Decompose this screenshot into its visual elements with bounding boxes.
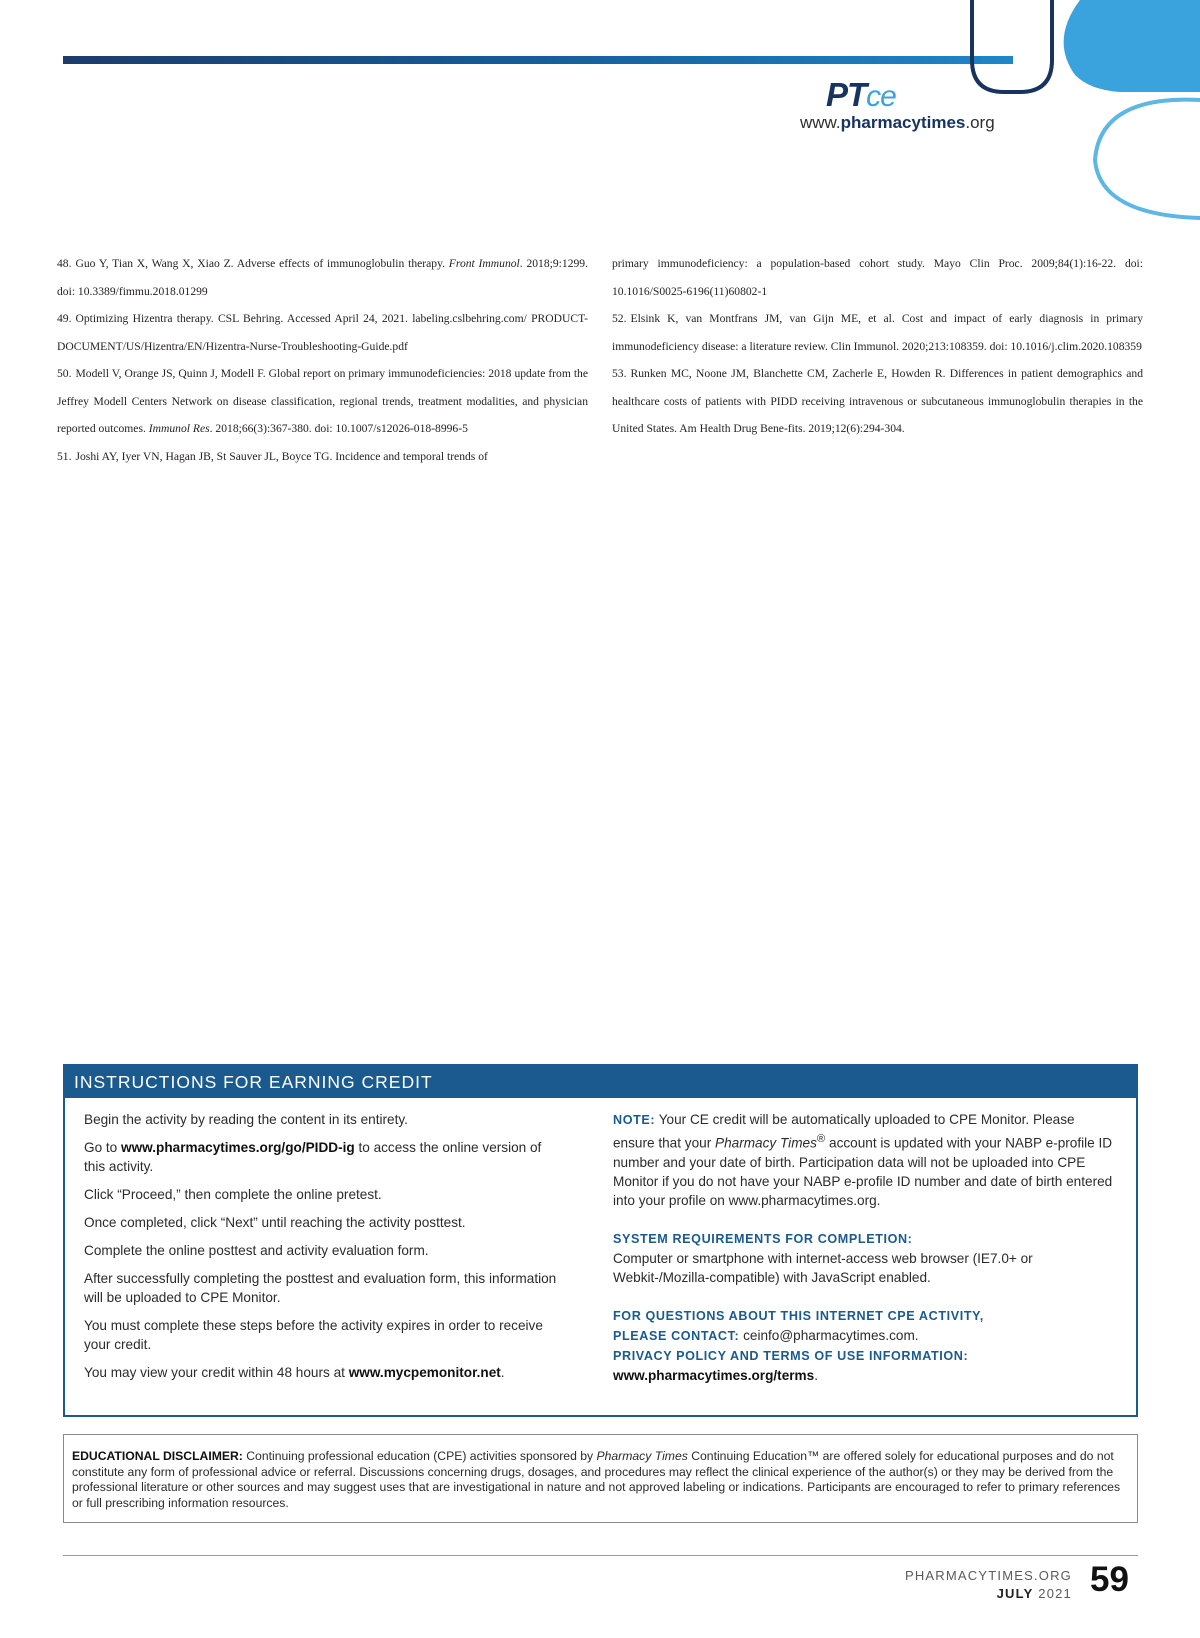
instructions-title: INSTRUCTIONS FOR EARNING CREDIT [65,1066,1136,1098]
references-right-column [612,250,1143,443]
reference-49: 49. Optimizing Hizentra therapy. CSL Behring. Accessed April 24, 2021. labeling.cslbehring.com/ PRODUCT-DOCUMENT/US/Hizentra/EN/Hizentra-Nurse-Troubleshooting-Guide.pdf [57,312,588,353]
step-view-credit: You may view your credit within 48 hours at www.mycpemonitor.net. [84,1365,505,1380]
page-number: 59 [1090,1560,1129,1599]
activity-link[interactable]: www.pharmacytimes.org/go/PIDD-ig [121,1140,355,1155]
contact-email[interactable]: ceinfo@pharmacytimes.com. [739,1327,919,1343]
step-next: Once completed, click “Next” until reaching the activity posttest. [84,1215,466,1230]
footer-site: PHARMACYTIMES.ORG [904,1568,1072,1583]
step-go-to: Go to www.pharmacytimes.org/go/PIDD-ig to access the online version of this activity. [84,1140,542,1174]
references-left-column [57,250,588,470]
logo-url: www.pharmacytimes.org [800,113,995,132]
reference-51-continued: primary immunodeficiency: a population-based cohort study. Mayo Clin Proc. 2009;84(1):16-22. doi: 10.1016/S0025-6196(11)60802-1 [612,257,1143,298]
ptce-logo-mark: PTce [826,76,896,113]
instructions-info [613,1110,1113,1385]
instructions-box [63,1064,1138,1417]
educational-disclaimer: EDUCATIONAL DISCLAIMER: Continuing professional education (CPE) activities sponsored by Pharmacy Times Continuing Education™ are offered solely for educational purposes and do not constitute any form of professional advice or referral. Discussions concerning drugs, dosages, and procedures may reflect the clinical experience of the author(s) or they may be derived from the professional literature or other sources and may suggest uses that are investigational in nature and not approved labeling or indications. Participants are encouraged to refer to primary references or full prescribing information resources. [63,1434,1138,1523]
step-proceed: Click “Proceed,” then complete the online pretest. [84,1187,382,1202]
header-rule [63,56,1013,64]
step-expiry: You must complete these steps before the activity expires in order to receive your credit. [84,1318,543,1352]
step-upload: After successfully completing the posttest and evaluation form, this information will be uploaded to CPE Monitor. [84,1271,557,1305]
instructions-steps [84,1110,564,1391]
reference-53: 53. Runken MC, Noone JM, Blanchette CM, Zacherle E, Howden R. Differences in patient demographics and healthcare costs of patients with PIDD receiving intravenous or subcutaneous immunoglobulin therapies in the United States. Am Health Drug Bene-fits. 2019;12(6):294-304. [612,367,1143,435]
contact-info: FOR QUESTIONS ABOUT THIS INTERNET CPE ACTIVITY, PLEASE CONTACT: ceinfo@pharmacytimes.com. PRIVACY POLICY AND TERMS OF USE INFORMATION: www.pharmacytimes.org/terms. [613,1308,984,1383]
system-requirements: SYSTEM REQUIREMENTS FOR COMPLETION: Computer or smartphone with internet-access web browser (IE7.0+ or Webkit-/Mozilla-compatible) with JavaScript enabled. [613,1231,1033,1285]
reference-48: 48. Guo Y, Tian X, Wang X, Xiao Z. Adverse effects of immunoglobulin therapy. Front Immunol. 2018;9:1299. doi: 10.3389/fimmu.2018.01299 [57,257,588,298]
cpe-monitor-link[interactable]: www.mycpemonitor.net [348,1365,501,1380]
step-posttest: Complete the online posttest and activity evaluation form. [84,1243,429,1258]
light-outline-shape [1095,100,1200,218]
note-paragraph: NOTE: Your CE credit will be automatically uploaded to CPE Monitor. Please ensure that your Pharmacy Times® account is updated with your NABP e-profile ID number and your date of birth. Participation data will not be uploaded into CPE Monitor if you do not have your NABP e-profile ID number and date of birth entered into your profile on www.pharmacytimes.org. [613,1112,1113,1208]
footer-date: JULY 2021 [996,1586,1072,1601]
reference-51: 51. Joshi AY, Iyer VN, Hagan JB, St Sauver JL, Boyce TG. Incidence and temporal trends of [57,449,488,463]
step-begin: Begin the activity by reading the content in its entirety. [84,1112,408,1127]
ptce-logo [800,76,1040,136]
footer-rule [63,1555,1138,1556]
reference-52: 52. Elsink K, van Montfrans JM, van Gijn ME, et al. Cost and impact of early diagnosis in primary immunodeficiency disease: a literature review. Clin Immunol. 2020;213:108359. doi: 10.1016/j.clim.2020.108359 [612,312,1143,353]
blue-filled-shape [1064,0,1200,92]
terms-link[interactable]: www.pharmacytimes.org/terms [613,1367,815,1383]
reference-50: 50. Modell V, Orange JS, Quinn J, Modell F. Global report on primary immunodeficiencies: 2018 update from the Jeffrey Modell Centers Network on disease classification, regional trends, treatment modalities, and physician reported outcomes. Immunol Res. 2018;66(3):367-380. doi: 10.1007/s12026-018-8996-5 [57,367,588,435]
